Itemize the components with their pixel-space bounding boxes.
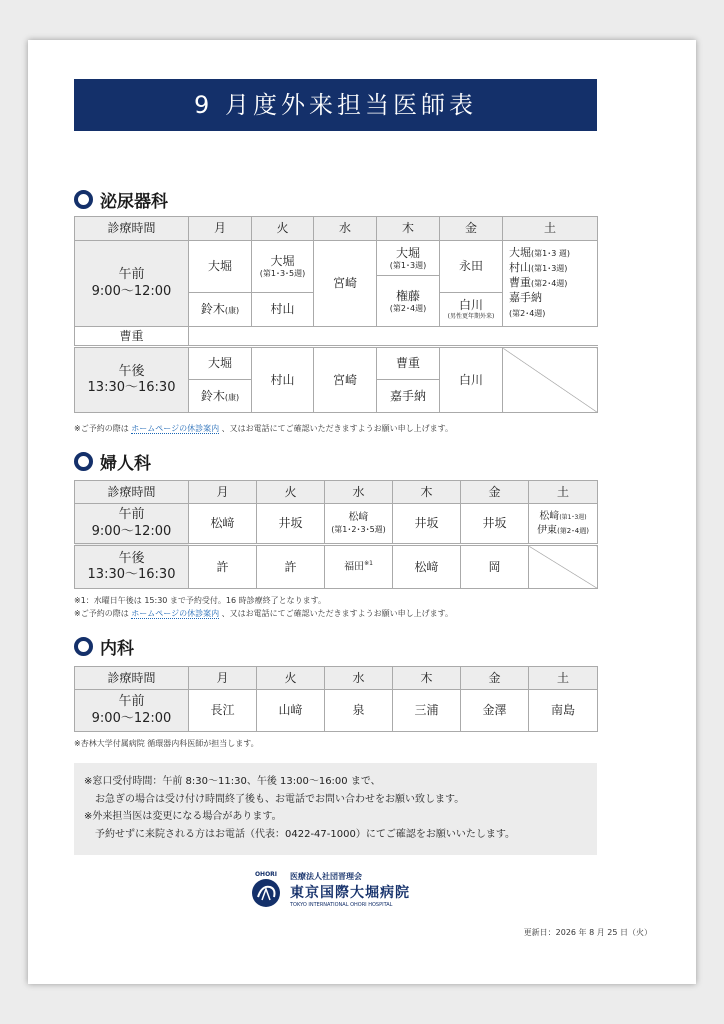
doctor-cell: 嘉手納 <box>377 380 440 413</box>
info-line: ※外来担当医は変更になる場合があります。 <box>84 811 282 822</box>
doctor-cell: 泉 <box>325 690 393 732</box>
time-range: 9:00〜12:00 <box>91 523 172 539</box>
header-cell: 水 <box>314 217 377 241</box>
header-cell: 月 <box>189 481 257 504</box>
doctor-cell: 山﨑 <box>257 690 325 732</box>
header-cell: 土 <box>529 481 598 504</box>
header-cell: 火 <box>252 217 314 241</box>
urology-note <box>74 423 453 434</box>
time-label: 午前 <box>118 694 145 710</box>
name-note: (康) <box>224 306 240 315</box>
doctor-cell <box>377 276 440 327</box>
doctor-cell <box>529 504 598 545</box>
table-row <box>75 690 598 732</box>
header-cell: 火 <box>257 481 325 504</box>
header-cell: 土 <box>503 217 598 241</box>
section-heading-internal <box>74 634 134 658</box>
circle-bullet-icon <box>74 190 93 209</box>
hospital-name: 東京国際大堀病院 <box>290 884 410 901</box>
time-cell-am <box>75 504 189 545</box>
sat-entry <box>529 524 597 538</box>
gynecology-note <box>74 608 453 619</box>
holiday-info-link[interactable]: ホームページの休診案内 <box>131 424 220 433</box>
time-label: 午前 <box>118 507 145 523</box>
week-note: (第1･3週) <box>531 264 568 274</box>
week-note: (第2･4週) <box>509 308 546 318</box>
doctor-cell: 宮崎 <box>314 347 377 413</box>
table-row <box>75 545 598 589</box>
header-cell: 診療時間 <box>75 481 189 504</box>
doctor-name: 村山 <box>509 261 531 275</box>
header-cell: 木 <box>393 481 461 504</box>
week-note: (第1･3･5週) <box>259 269 306 278</box>
table-row <box>75 241 598 276</box>
doctor-cell: 許 <box>257 545 325 589</box>
note-text: 、又はお電話にてご確認いただきますようお願い申し上げます。 <box>221 424 453 433</box>
gynecology-schedule-table <box>74 480 598 589</box>
sat-entry <box>509 276 597 291</box>
doctor-cell: 南島 <box>529 690 598 732</box>
logo-text <box>290 871 410 908</box>
header-cell: 金 <box>440 217 503 241</box>
doctor-name: 鈴木 <box>200 302 225 316</box>
doctor-cell: 村山 <box>252 293 314 327</box>
doctor-cell: 三浦 <box>393 690 461 732</box>
doctor-cell: 松﨑 <box>393 545 461 589</box>
doctor-cell <box>252 241 314 293</box>
doctor-name: 大堀 <box>509 246 531 260</box>
circle-bullet-icon <box>74 452 93 471</box>
doctor-cell <box>325 504 393 545</box>
header-cell: 月 <box>189 217 252 241</box>
doctor-name: 権藤 <box>395 288 420 303</box>
doctor-cell: 宮崎 <box>314 241 377 327</box>
name-note: (康) <box>224 392 240 402</box>
week-note: (第2･4週) <box>531 279 568 289</box>
sat-entry <box>509 291 597 306</box>
doctor-cell: 金澤 <box>461 690 529 732</box>
week-note: (第2･4週) <box>557 526 589 535</box>
time-cell-pm <box>75 545 189 589</box>
week-note: (第1･3週) <box>389 260 427 270</box>
clinic-note: (男性更年期外来) <box>447 313 495 321</box>
doctor-cell: 岡 <box>461 545 529 589</box>
doctor-cell: 井坂 <box>393 504 461 545</box>
week-note: (第1･3週) <box>559 513 587 521</box>
table-row <box>75 347 598 380</box>
doctor-name: 白川 <box>458 298 483 313</box>
doctor-cell: 村山 <box>252 347 314 413</box>
info-line: お急ぎの場合は受け付け時間終了後も、お電話でお問い合わせをお願い致します。 <box>95 793 465 805</box>
note-text: ※ご予約の際は <box>74 609 129 618</box>
sat-entry <box>509 246 597 261</box>
doctor-name: 鈴木 <box>200 388 225 403</box>
time-range: 13:30〜16:30 <box>87 380 176 395</box>
internal-note: ※杏林大学付属病院 循環器内科医師が担当します。 <box>74 739 259 748</box>
note-text: ※ご予約の際は <box>74 424 129 433</box>
time-cell-am <box>75 241 189 327</box>
header-cell: 水 <box>325 667 393 690</box>
no-clinic-cell <box>529 545 598 589</box>
emblem-arc-text: OHORI <box>254 871 278 878</box>
reception-info-box <box>74 763 597 855</box>
urology-schedule-table <box>74 216 598 413</box>
section-title: 内科 <box>100 638 134 659</box>
internal-schedule-table <box>74 666 598 732</box>
no-clinic-cell <box>503 347 598 413</box>
note-text: 、又はお電話にてご確認いただきますようお願い申し上げます。 <box>221 609 453 618</box>
doctor-name: 曹重 <box>509 276 531 290</box>
doctor-cell: 白川 <box>440 347 503 413</box>
doctor-name: 福田 <box>344 561 365 573</box>
time-label: 午後 <box>118 550 145 566</box>
header-cell: 火 <box>257 667 325 690</box>
info-line: ※窓口受付時間：午前 8:30〜11:30、午後 13:00〜16:00 まで、 <box>84 776 381 787</box>
header-cell: 金 <box>461 667 529 690</box>
table-row <box>75 504 598 545</box>
gynecology-footnote: ※1：水曜日午後は 15:30 まで予約受付。16 時診療終了となります。 <box>74 596 327 605</box>
updated-date: 更新日：2026 年 8 月 25 日（火） <box>523 928 652 937</box>
holiday-info-link[interactable]: ホームページの休診案内 <box>131 609 220 618</box>
sat-entry <box>529 510 597 524</box>
table-row <box>75 327 598 347</box>
doctor-cell: 井坂 <box>461 504 529 545</box>
section-heading-gynecology <box>74 449 151 473</box>
info-line: 予約せずに来院される方はお電話（代表：0422-47-1000）にてご確認をお願いいたします。 <box>95 828 516 840</box>
doctor-cell: 許 <box>189 545 257 589</box>
page-title: 9 月度外来担当医師表 <box>74 79 597 131</box>
table-header-row <box>75 217 598 241</box>
time-range: 13:30〜16:30 <box>87 567 176 582</box>
hospital-name-english: TOKYO INTERNATIONAL OHORI HOSPITAL <box>290 901 393 908</box>
header-cell: 水 <box>325 481 393 504</box>
doctor-name: 嘉手納 <box>509 290 542 304</box>
week-note: (第2･4週) <box>389 303 427 313</box>
doctor-cell: 井坂 <box>257 504 325 545</box>
doctor-name: 大堀 <box>270 254 295 268</box>
doctor-cell <box>189 380 252 413</box>
doctor-cell <box>440 293 503 327</box>
table-header-row <box>75 481 598 504</box>
time-label: 午後 <box>118 363 145 379</box>
doctor-cell: 長江 <box>189 690 257 732</box>
sat-entry <box>509 306 597 321</box>
header-cell: 木 <box>377 217 440 241</box>
table-header-row <box>75 667 598 690</box>
section-title: 婦人科 <box>100 453 151 474</box>
header-cell: 木 <box>393 667 461 690</box>
time-range: 9:00〜12:00 <box>91 283 172 299</box>
doctor-cell: 曹重 <box>377 347 440 380</box>
section-heading-urology <box>74 187 168 211</box>
doctor-cell: 永田 <box>440 241 503 293</box>
circle-bullet-icon <box>74 637 93 656</box>
hospital-emblem-icon <box>248 869 284 909</box>
doctor-cell-saturday <box>503 241 598 327</box>
doctor-cell: 大堀 <box>189 241 252 293</box>
time-range: 9:00〜12:00 <box>91 710 172 726</box>
week-note: (第1･3 週) <box>531 249 570 259</box>
header-cell: 診療時間 <box>75 217 189 241</box>
doctor-cell: 曹重 <box>75 327 189 347</box>
doctor-name: 大堀 <box>395 245 420 260</box>
section-title: 泌尿器科 <box>100 191 168 212</box>
header-cell: 診療時間 <box>75 667 189 690</box>
doctor-name: 松﨑 <box>539 510 560 522</box>
doctor-cell <box>325 545 393 589</box>
doctor-name: 松﨑 <box>348 512 369 524</box>
doctor-name: 伊東 <box>537 524 558 536</box>
footnote-mark: ※1 <box>364 560 373 568</box>
hospital-logo <box>248 866 448 912</box>
header-cell: 月 <box>189 667 257 690</box>
header-cell: 金 <box>461 481 529 504</box>
organization-name: 医療法人社団晋理会 <box>290 871 362 881</box>
week-note: (第1･2･3･5週) <box>331 524 386 534</box>
doctor-cell <box>377 241 440 276</box>
header-cell: 土 <box>529 667 598 690</box>
doctor-cell: 松﨑 <box>189 504 257 545</box>
sat-entry <box>509 261 597 276</box>
time-cell-am <box>75 690 189 732</box>
doctor-cell: 大堀 <box>189 347 252 380</box>
time-label: 午前 <box>118 267 145 283</box>
time-cell-pm <box>75 347 189 413</box>
doctor-cell <box>189 293 252 327</box>
